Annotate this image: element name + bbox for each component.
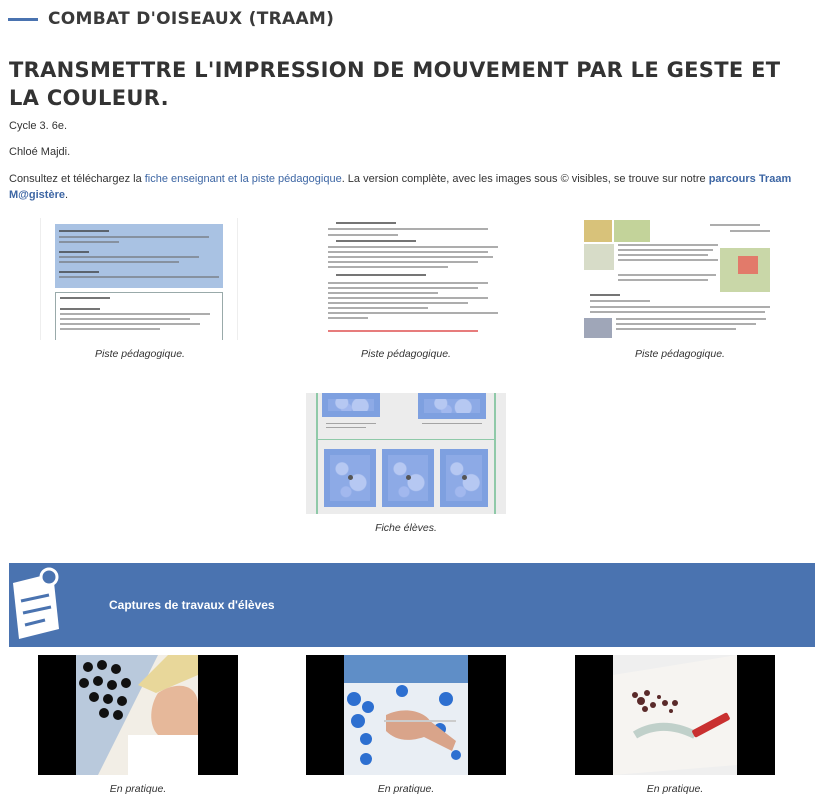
piste-pedagogique-thumbnail-3[interactable] — [580, 218, 775, 340]
fiche-eleves-thumbnail[interactable] — [306, 393, 506, 514]
intro-text-after: . — [64, 189, 69, 201]
video-frame-2 — [306, 655, 506, 775]
video-thumbnail-2[interactable] — [306, 655, 506, 775]
doc-caption-1: Piste pédagogique. — [95, 348, 185, 360]
intro-text-before: Consultez et téléchargez la — [9, 173, 145, 185]
fiche-caption: Fiche élèves. — [375, 522, 437, 534]
section-kicker — [8, 8, 334, 30]
video-frame-1 — [38, 655, 238, 775]
doc-highlight-block — [55, 224, 223, 288]
video-thumbnail-1[interactable] — [38, 655, 238, 775]
intro-paragraph — [9, 171, 809, 203]
piste-pedagogique-thumbnail-2[interactable] — [306, 218, 506, 340]
doc-image-swatch — [720, 248, 770, 292]
video-caption-1: En pratique. — [109, 783, 167, 795]
video-thumbnail-3[interactable] — [575, 655, 775, 775]
doc-caption-2: Piste pédagogique. — [361, 348, 451, 360]
doc-image-swatch — [614, 220, 650, 242]
doc-competences-box — [55, 292, 223, 340]
doc-image-swatch — [584, 318, 612, 338]
doc-image-swatch — [584, 220, 612, 242]
parcours-traam-link[interactable]: parcours Traam M@gistère — [9, 173, 792, 201]
cycle-text: Cycle 3. 6e. — [9, 120, 68, 132]
author-text: Chloé Majdi. — [9, 146, 71, 158]
banner-title: Captures de travaux d'élèves — [109, 598, 275, 612]
doc-image-swatch — [584, 244, 614, 270]
kicker-text: COMBAT D'OISEAUX (TRAAM) — [48, 9, 335, 29]
video-caption-2: En pratique. — [377, 783, 435, 795]
page-title: TRANSMETTRE L'IMPRESSION DE MOUVEMENT PAR LE GESTE ET LA COULEUR. — [9, 58, 781, 110]
notepad-icon — [9, 563, 71, 647]
fiche-enseignant-link[interactable]: fiche enseignant et la piste pédagogique — [144, 173, 342, 185]
captures-banner — [9, 563, 815, 647]
video-frame-3 — [575, 655, 775, 775]
intro-text-middle: . La version complète, avec les images sous © visibles, se trouve sur notre — [341, 173, 709, 185]
piste-pedagogique-thumbnail-1[interactable] — [40, 218, 238, 340]
video-caption-3: En pratique. — [646, 783, 704, 795]
kicker-rule — [8, 18, 38, 21]
doc-caption-3: Piste pédagogique. — [635, 348, 725, 360]
